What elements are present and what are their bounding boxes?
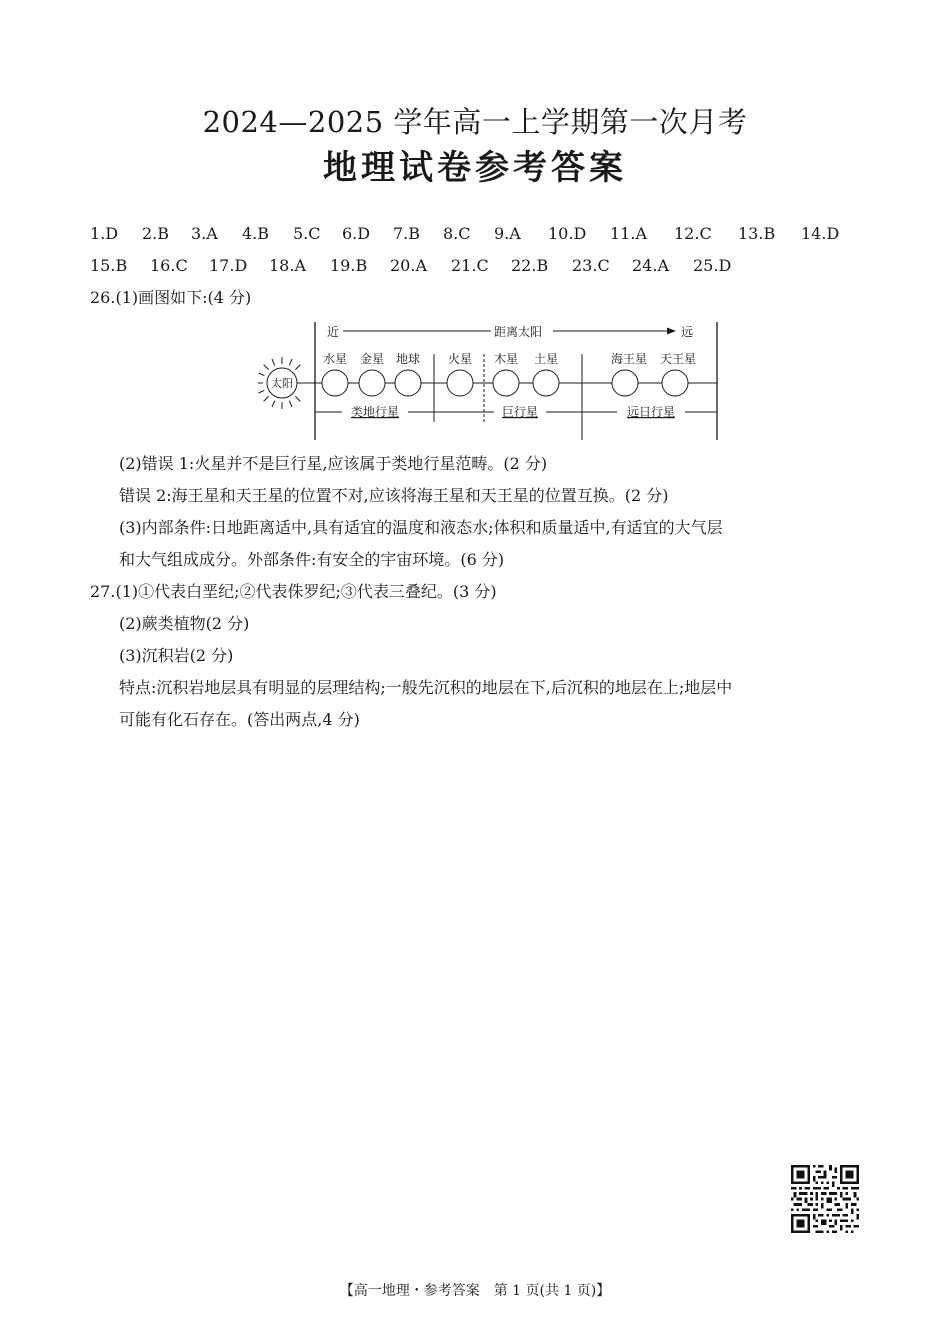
planet-circle	[447, 370, 473, 396]
answer-item: 9.A	[494, 224, 521, 243]
planet-label: 天王星	[659, 352, 697, 366]
answer-item: 5.C	[293, 224, 321, 243]
q26-part2-line1: (2)错误 1:火星并不是巨行星,应该属于类地行星范畴。(2 分)	[119, 454, 548, 473]
planet-label: 水星	[322, 352, 348, 366]
answer-item: 12.C	[674, 224, 712, 243]
planet-label: 木星	[493, 352, 519, 366]
planet-circle	[533, 370, 559, 396]
answer-item: 3.A	[191, 224, 218, 243]
title-line-1: 2024—2025 学年高一上学期第一次月考	[202, 105, 748, 139]
answer-item: 23.C	[572, 256, 610, 275]
answer-item: 13.B	[738, 224, 776, 243]
q27-part2: (2)蕨类植物(2 分)	[119, 614, 250, 633]
sun-label: 太阳	[271, 377, 293, 390]
far-label: 远	[681, 325, 694, 339]
answer-item: 14.D	[801, 224, 840, 243]
arrow-head-icon	[667, 328, 676, 335]
planet-circle	[612, 370, 638, 396]
group-label-terrestrial: 类地行星	[350, 405, 400, 419]
planet-label: 地球	[395, 352, 421, 366]
page-footer: 【高一地理・参考答案 第 1 页(共 1 页)】	[339, 1283, 611, 1299]
planet-circle	[662, 370, 688, 396]
answer-item: 8.C	[443, 224, 471, 243]
answer-item: 4.B	[242, 224, 270, 243]
planet-label: 海王星	[610, 352, 648, 366]
answer-item: 21.C	[451, 256, 489, 275]
answer-item: 7.B	[393, 224, 421, 243]
answer-item: 24.A	[632, 256, 669, 275]
answer-item: 22.B	[511, 256, 549, 275]
distance-label: 距离太阳	[494, 325, 543, 339]
planet-circle	[395, 370, 421, 396]
answer-item: 18.A	[269, 256, 306, 275]
q26-part3-line2: 和大气组成成分。外部条件:有安全的宇宙环境。(6 分)	[119, 550, 505, 569]
answer-item: 11.A	[610, 224, 647, 243]
group-label-giant: 巨行星	[501, 405, 539, 419]
q26-part2-line2: 错误 2:海王星和天王星的位置不对,应该将海王星和天王星的位置互换。(2 分)	[119, 486, 669, 505]
q27-part4-line2: 可能有化石存在。(答出两点,4 分)	[119, 710, 360, 729]
answer-item: 20.A	[390, 256, 427, 275]
q27-part1: 27.(1)①代表白垩纪;②代表侏罗纪;③代表三叠纪。(3 分)	[90, 582, 497, 601]
solar-system-diagram	[258, 318, 728, 442]
group-label-far: 远日行星	[626, 405, 676, 419]
planet-label: 火星	[447, 352, 473, 366]
answer-item: 19.B	[330, 256, 368, 275]
planet-label: 金星	[359, 352, 385, 366]
near-label: 近	[327, 325, 340, 339]
answer-item: 6.D	[342, 224, 371, 243]
planet-circle	[493, 370, 519, 396]
q27-part3: (3)沉积岩(2 分)	[119, 646, 234, 665]
answer-item: 15.B	[90, 256, 128, 275]
answer-item: 16.C	[150, 256, 188, 275]
answer-item: 2.B	[142, 224, 170, 243]
answer-item: 17.D	[209, 256, 248, 275]
planet-circle	[359, 370, 385, 396]
planet-circle	[322, 370, 348, 396]
q26-part1: 26.(1)画图如下:(4 分)	[90, 288, 252, 307]
answer-item: 1.D	[90, 224, 119, 243]
q26-part3-line1: (3)内部条件:日地距离适中,具有适宜的温度和液态水;体积和质量适中,有适宜的大气层	[119, 518, 723, 537]
answer-item: 25.D	[693, 256, 732, 275]
q27-part4-line1: 特点:沉积岩地层具有明显的层理结构;一般先沉积的地层在下,后沉积的地层在上;地层中	[119, 678, 733, 697]
planet-label: 土星	[533, 352, 559, 366]
title-line-2: 地理试卷参考答案	[323, 148, 627, 188]
answer-item: 10.D	[548, 224, 587, 243]
qr-code-icon	[791, 1165, 859, 1233]
